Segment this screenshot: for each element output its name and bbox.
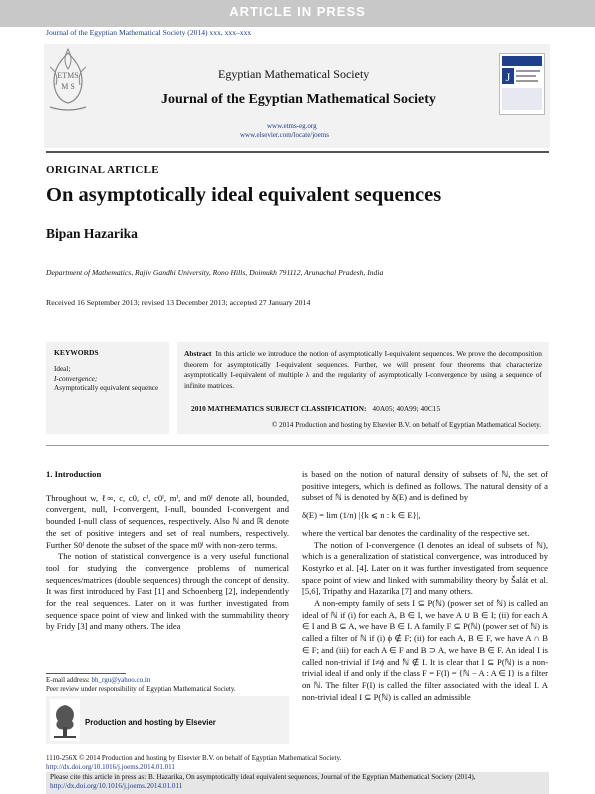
author-affiliation: Department of Mathematics, Rajiv Gandhi University, Rono Hills, Doimukh 791112, Arunachal Pradesh, India: [46, 268, 384, 277]
msc-classification: [191, 404, 440, 413]
svg-text:ETMS: ETMS: [57, 71, 79, 80]
msc-codes: 40A05; 40A99; 40C15: [372, 404, 441, 413]
body-paragraph: The notion of I-convergence (I denotes an ideal of subsets of ℕ), which is a generalization of statistical convergence, was introduced by Kostyrko et al. [4]. Later on it was further investigated from sequence space point of view and linked with summability theory by Šalát et al. [5,6], Tripathy and Hazarika [7] and many others.: [302, 539, 548, 597]
keyword-item: I-convergence;: [54, 374, 98, 383]
body-paragraph: The notion of statistical convergence is a very useful functional tool for studying the convergence problems of numerical sequences/matrices (double sequences) through the concept of density. It was first introduced by Fast [1] and Schoenberg [2], independently for the real sequences. Later on it was further investigated from sequence space point of view and linked with the summability theory by Fridy [3] and many others. The idea: [46, 551, 289, 632]
density-formula: δ(E) = lim (1/n) |{k ⩽ n : k ∈ E}|,: [302, 510, 421, 521]
body-paragraph: is based on the notion of natural density of subsets of ℕ, the set of positive integers, which is defined as follows. The natural density of a subset of ℕ is denoted by δ(E) and is defined by: [302, 469, 548, 503]
email-link[interactable]: bh_rgu@yahoo.co.in: [91, 676, 151, 684]
received-dates: Received 16 September 2013; revised 13 December 2013; accepted 27 January 2014: [46, 298, 311, 307]
abstract: [184, 349, 542, 392]
email-label: E-mail address:: [46, 676, 90, 684]
header-rule: [46, 151, 549, 153]
body-left-column: [46, 469, 289, 633]
body-paragraph: Throughout w, ℓ∞, c, c0, cᴵ, c0ᴵ, mᴵ, and m0ᴵ denote all, bounded, convergent, null, I-convergent, I-null, bounded I-convergent and bounded I-null class of sequences, respectively. Also ℕ and ℝ denote the set of positive integers and set of real numbers, respectively. Further S0ᴵ denote the subset of the space m0ᴵ with non-zero terms.: [46, 492, 289, 550]
journal-cover-graphic: [500, 54, 544, 114]
article-type-label: ORIGINAL ARTICLE: [46, 164, 159, 176]
section-title: 1. Introduction: [46, 469, 102, 479]
doi-link[interactable]: http://dx.doi.org/10.1016/j.joems.2014.01.011: [46, 763, 175, 771]
elsevier-hosting-text: Production and hosting by Elsevier: [85, 718, 216, 727]
svg-text:M S: M S: [61, 82, 75, 91]
footnote-rule: [46, 673, 126, 674]
keywords-list: [54, 365, 169, 394]
citation-doi-link[interactable]: http://dx.doi.org/10.1016/j.joems.2014.01.011: [50, 782, 183, 790]
email-footnote: [46, 676, 150, 684]
etms-logo-icon: [46, 47, 90, 115]
keyword-item: Asymptotically equivalent sequence: [54, 384, 159, 393]
issn-line: 1110-256X © 2014 Production and hosting by Elsevier B.V. on behalf of Egyptian Mathematical Society.: [46, 754, 342, 762]
banner-text: ARTICLE IN PRESS: [229, 4, 366, 19]
abstract-rule: [46, 445, 549, 446]
journal-cover-icon: [499, 53, 545, 115]
body-paragraph: A non-empty family of sets I ⊆ P(ℕ) (power set of ℕ) is called an ideal of ℕ if (i) for each A, B ∈ I, we have A ∪ B ∈ I; (ii) for each A ∈ I and B ⊆ A, we have B ∈ I. A family F ⊆ P(ℕ) (power set of ℕ) is called a filter of ℕ if (i) ϕ ∉ F; (ii) for each A, B ∈ F, we have A ∩ B ∈ F; and (iii) for each A ∈ F and B ⊃ A, we have B ∈ F. An ideal I is called non-trivial if I≠ϕ and ℕ ∉ I. It is clear that I ⊆ P(ℕ) is a non-trivial ideal if and only if the class F = F(I) = {ℕ − A : A ∈ I} is a filter on ℕ. The filter F(I) is called the filter associated with the ideal I. A non-trivial ideal I ⊆ P(ℕ) is called an admissible: [302, 598, 548, 702]
abstract-label: Abstract: [184, 349, 212, 358]
author-name: Bipan Hazarika: [46, 226, 138, 241]
citation-note: [50, 773, 546, 791]
elsevier-url-link[interactable]: www.elsevier.com/locate/joems: [240, 131, 329, 139]
society-name: Egyptian Mathematical Society: [218, 67, 370, 81]
peer-review-note: Peer review under responsibility of Egyptian Mathematical Society.: [46, 685, 236, 693]
journal-url-link[interactable]: www.etms-eg.org: [267, 122, 317, 130]
msc-label: 2010 MATHEMATICS SUBJECT CLASSIFICATION:: [191, 404, 367, 413]
article-title: On asymptotically ideal equivalent sequences: [46, 184, 442, 206]
body-paragraph: where the vertical bar denotes the cardinality of the respective set.: [302, 527, 530, 538]
keyword-item: Ideal;: [54, 365, 71, 373]
journal-name: Journal of the Egyptian Mathematical Society: [161, 92, 436, 107]
journal-reference-link[interactable]: Journal of the Egyptian Mathematical Society (2014) xxx, xxx–xxx: [46, 28, 252, 37]
abstract-copyright: © 2014 Production and hosting by Elsevier B.V. on behalf of Egyptian Mathematical Society.: [271, 421, 541, 429]
citation-text: Please cite this article in press as: B. Hazarika, On asymptotically ideal equivalent sequences, Journal of the Egyptian Mathematical Society (2014),: [50, 773, 476, 781]
abstract-text: In this article we introduce the notion of asymptotically I-equivalent sequences. We prove the decomposition theorem for asymptotically I-equivalent sequences. Further, we will present four theorems that characterize asymptotically I-equivalent of multiple λ and the regularity of asymptotically I-convergence by using a sequence of infinite matrices.: [184, 349, 542, 391]
keywords-title: KEYWORDS: [54, 348, 99, 357]
elsevier-tree-icon: [50, 699, 80, 741]
svg-text:J: J: [505, 70, 511, 84]
body-right-column: [302, 469, 548, 703]
